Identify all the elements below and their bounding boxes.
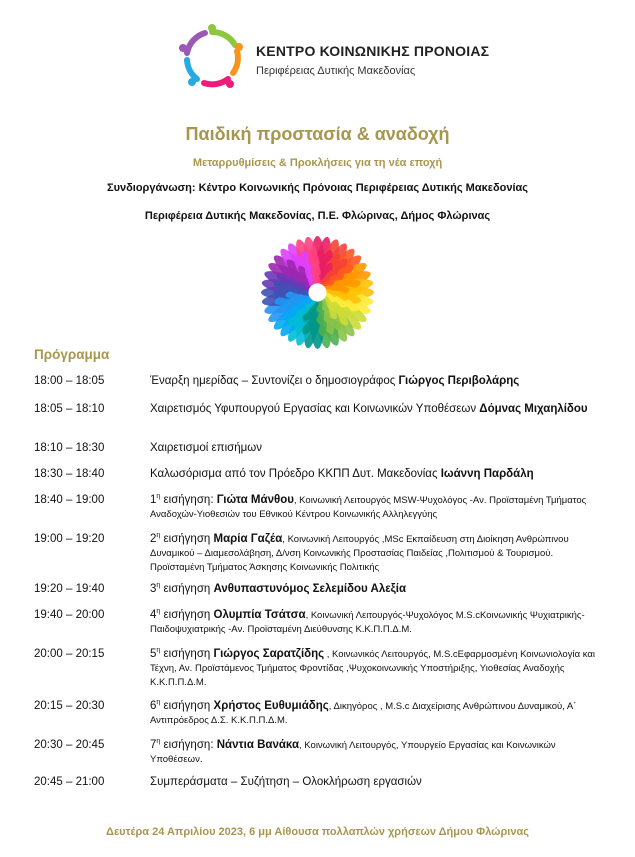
program-description [150,608,610,636]
speaker-details: , Δικηγόρος , M.S.c Διαχείρισης Ανθρώπινου Δυναμικού, Α΄ Αντιπρόεδρος Δ.Σ. Κ.Κ.Π.Π.Δ.Μ. [150,701,577,726]
speaker-order: 1 [150,494,157,506]
program-text: Συμπεράσματα – Συζήτηση – Ολοκλήρωση εργασιών [150,776,422,788]
program-description [150,441,610,455]
program-time: 18:30 – 18:40 [34,468,105,480]
program-description [150,699,610,727]
speaker-details: , Κοινωνική Λειτουργός-Ψυχολόγος M.S.cΚοινωνικής Ψυχιατρικής-Παιδοψυχιατρικής -Αν. Προϊσταμένη Διεύθυνσης Κ.Κ.Π.Π.Δ.Μ. [150,610,585,635]
program-highlight: Δόμνας Μιχαηλίδου [479,403,588,415]
speaker-name: Γιώργος Σαρατζίδης [213,648,325,660]
org-name: ΚΕΝΤΡΟ ΚΟΙΝΩΝΙΚΗΣ ΠΡΟΝΟΙΑΣ [256,43,490,59]
speaker-name: Χρήστος Ευθυμιάδης [213,700,329,712]
speaker-name: Νάντια Βανάκα [216,739,300,751]
page-subtitle: Μεταρρυθμίσεις & Προκλήσεις για τη νέα εποχή [192,157,443,169]
program-description [150,532,610,574]
program-time: 19:40 – 20:00 [34,609,105,621]
speaker-lead: εισήγηση [160,533,214,545]
program-description [150,775,610,789]
program-description [150,493,610,521]
speaker-order: 3 [150,583,157,595]
program-time: 20:45 – 21:00 [34,776,105,788]
program-time: 18:10 – 18:30 [34,442,105,454]
flower-image [255,230,380,355]
speaker-order-suffix: η [156,699,161,707]
speaker-lead: εισήγηση: [160,739,217,751]
page-title: Παιδική προστασία & αναδοχή [185,124,450,144]
speaker-order: 6 [150,700,157,712]
speaker-lead: εισήγηση: [160,494,217,506]
speaker-order-suffix: η [156,647,161,655]
program-highlight: Γιώργος Περιβολάρης [398,375,520,387]
program-description [150,647,610,689]
program-time: 19:20 – 19:40 [34,583,105,595]
speaker-order: 2 [150,533,157,545]
program-text: Χαιρετισμός Υφυπουργού Εργασίας και Κοινωνικών Υποθέσεων [150,403,480,415]
program-description [150,582,610,596]
program-time: 18:00 – 18:05 [34,375,105,387]
speaker-details: , Κοινωνική Λειτουργός ,MSc Εκπαίδευση στη Διοίκηση Ανθρώπινου Δυναμικού – Διαμεσολάβηση, Δ/νση Κοινωνικής Προστασίας Παιδείας ,Πολιτισμού & Τουρισμού. Προϊσταμένη Τμήματος Άσκησης Κοινωνικής Πολιτικής [150,534,569,573]
program-description [150,467,610,481]
program-time: 20:30 – 20:45 [34,739,105,751]
co-organization-line-2: Περιφέρεια Δυτικής Μακεδονίας, Π.Ε. Φλώρινας, Δήμος Φλώρινας [144,210,491,222]
co-organization-line: Συνδιοργάνωση: Κέντρο Κοινωνικής Πρόνοιας Περιφέρειας Δυτικής Μακεδονίας [106,182,529,194]
program-text: Έναρξη ημερίδας – Συντονίζει ο δημοσιογράφος [150,375,399,387]
speaker-order-suffix: η [156,608,161,616]
speaker-name: Μαρία Γαζέα [213,533,283,545]
organization-logo-icon [178,24,246,92]
program-text: Καλωσόρισμα από τον Πρόεδρο ΚΚΠΠ Δυτ. Μακεδονίας [150,468,441,480]
program-time: 18:05 – 18:10 [34,403,105,415]
speaker-details: , Κοινωνική Λειτουργός MSW-Ψυχολόγος -Αν. Προϊσταμένη Τμήματος Αναδοχών-Υιοθεσιών του Εθνικού Κέντρου Κοινωνικής Αλληλεγγύης [150,495,587,520]
speaker-lead: εισήγηση [160,609,214,621]
speaker-name: Ολυμπία Τσάτσα [213,609,306,621]
program-highlight: Ιωάννη Παρδάλη [440,468,534,480]
speaker-details: , Κοινωνικός Λειτουργός, M.S.cΕφαρμοσμένη Κοινωνιολογία και Τέχνη, Αν. Προϊστάμενος Τμήματος Φροντίδας ,Ψυχοκοινωνικής Υποστήριξης, Υιοθεσίας Αναδοχής Κ.Κ.Π.Π.Δ.Μ. [150,649,595,688]
speaker-order-suffix: η [156,493,161,501]
speaker-order: 4 [150,609,157,621]
speaker-order-suffix: η [156,738,161,746]
speaker-lead: εισήγηση [160,648,214,660]
speaker-name: Γιώτα Μάνθου [216,494,294,506]
program-description [150,374,610,388]
program-description [150,738,610,766]
event-date-location: Δευτέρα 24 Απριλίου 2023, 6 μμ Αίθουσα πολλαπλών χρήσεων Δήμου Φλώρινας [106,826,529,838]
speaker-order: 7 [150,739,157,751]
program-time: 19:00 – 19:20 [34,533,105,545]
speaker-name: Ανθυπαστυνόμος Σελεμίδου Αλεξία [213,583,407,595]
speaker-details: , Κοινωνική Λειτουργός, Υπουργείο Εργασίας και Κοινωνικών Υποθέσεων. [150,740,556,765]
program-time: 18:40 – 19:00 [34,494,105,506]
speaker-order: 5 [150,648,157,660]
speaker-lead: εισήγηση [160,583,214,595]
program-text: Χαιρετισμοί επισήμων [150,442,262,454]
program-time: 20:15 – 20:30 [34,700,105,712]
org-subtitle: Περιφέρειας Δυτικής Μακεδονίας [256,65,416,77]
program-description [150,402,610,416]
program-heading: Πρόγραμμα [34,347,110,362]
speaker-order-suffix: η [156,582,161,590]
speaker-order-suffix: η [156,532,161,540]
speaker-lead: εισήγηση [160,700,214,712]
program-time: 20:00 – 20:15 [34,648,105,660]
